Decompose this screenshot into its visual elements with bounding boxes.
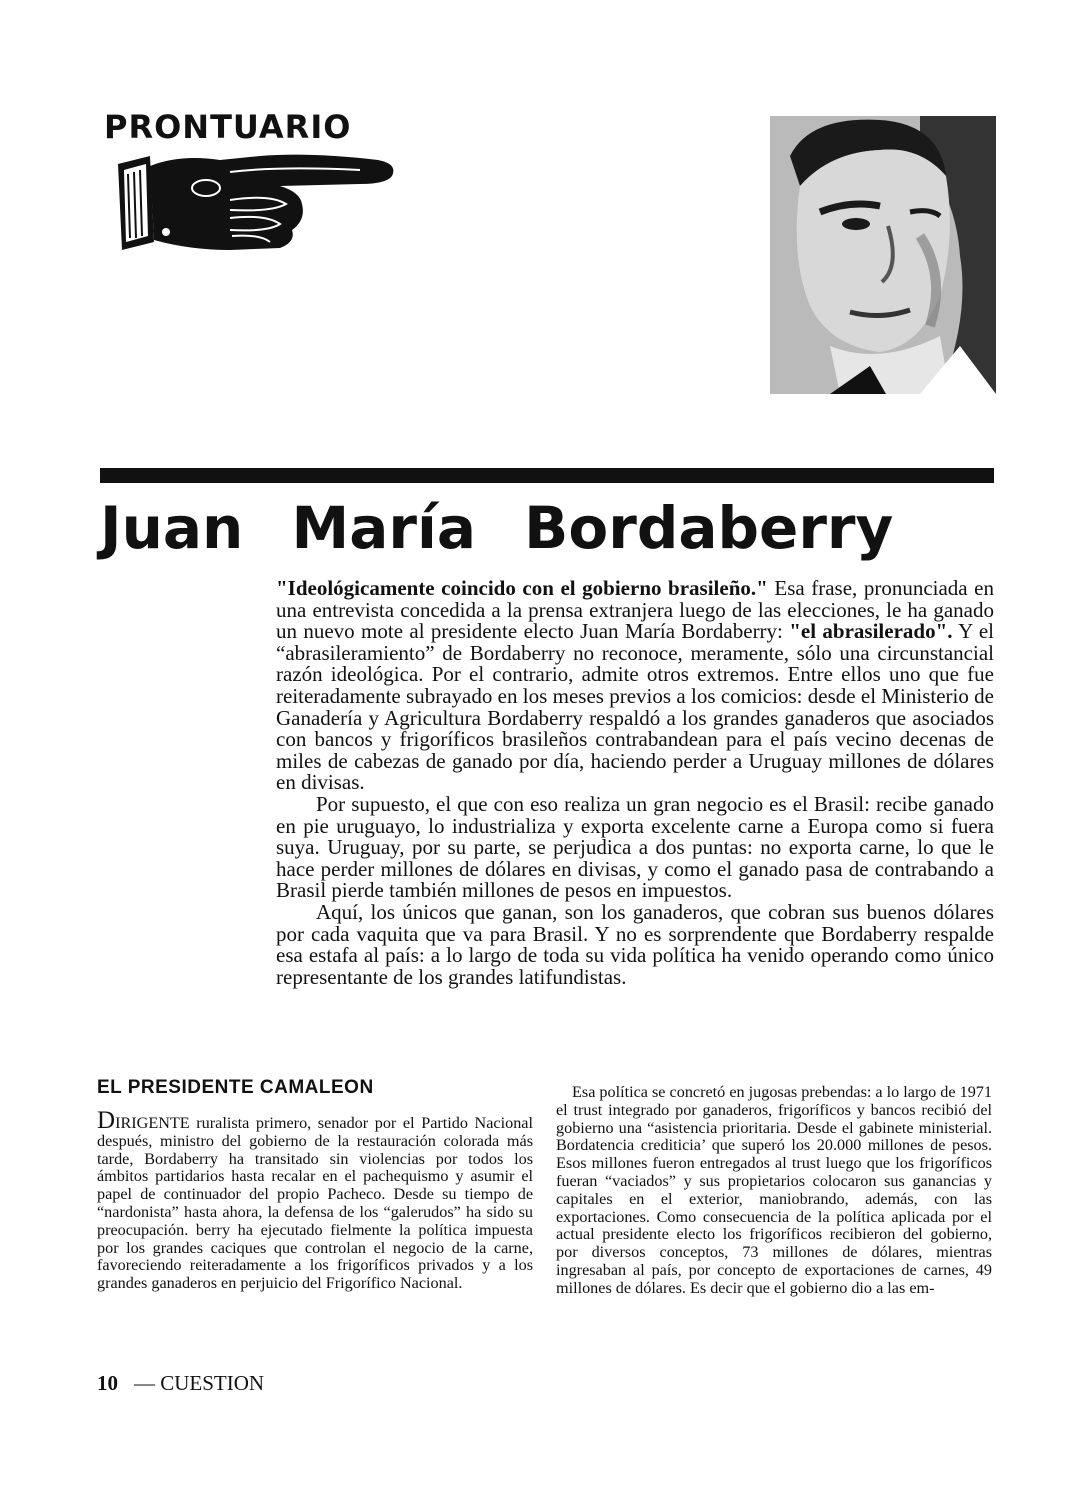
lead-text <box>276 578 994 988</box>
column-left <box>97 1107 533 1293</box>
portrait-photo <box>770 116 996 394</box>
publication-name: — CUESTION <box>134 1371 265 1395</box>
lead-paragraph: Por supuesto, el que con eso realiza un gran negocio es el Brasil: recibe ganado en pie uruguayo, lo industrializa y exporta excelente carne a Europa como si fuera suya. Uruguay, por su parte, se perjudica a dos puntas: no exporta carne, lo que le hace perder millones de dólares en divisas, y como el ganado pasa de contrabando a Brasil pierde también millones de pesos en impuestos. <box>276 791 994 903</box>
page-number: 10 <box>97 1371 118 1395</box>
lead-text-b: Y el “abrasileramiento” de Bordaberry no reconoce, meramente, sólo una circunstancial razón ideológica. Por el contrario, admite otros extremos. Entre ellos uno que fue reiteradamente subrayado en los meses previos a los comicios: desde el Ministerio de Ganadería y Agricultura Bordaberry respaldó a los grandes ganaderos que asociados con bancos y frigoríficos brasileños contrabandean para el país vecino decenas de miles de cabezas de ganado por día, haciendo perder a Uruguay millones de dólares en divisas. <box>276 619 994 795</box>
lead-text-a: Esa frase, pronunciada en una entrevista concedida a la prensa extranjera luego de las elecciones, le ha ganado un nuevo mote al presidente electo Juan María Bordaberry: <box>276 576 995 644</box>
lead-paragraph <box>276 578 994 794</box>
lead-nickname: "el abrasilerado". <box>789 619 953 644</box>
column-right <box>556 1084 992 1298</box>
lead-paragraph: Aquí, los únicos que ganan, son los ganaderos, que cobran sus buenos dólares por cada vaquita que va para Brasil. Y no es sorprendente que Bordaberry respalde esa estafa al país: a lo largo de toda su vida política ha venido operando como único representante de los grandes latifundistas. <box>276 899 994 989</box>
drop-cap: D <box>97 1107 116 1134</box>
column-paragraph <box>97 1107 533 1293</box>
column-paragraph: Esa política se concretó en jugosas prebendas: a lo largo de 1971 el trust integrado por ganaderos, frigoríficos y bancos recibió del gobierno una “asistencia prioritaria. Desde el gabinete ministerial. Bordatencia crediticia’ que superó los 20.000 millones de pesos. Esos millones fueron entregados al trust luego que los frigoríficos fueran “vaciados” y sus propietarios colocaron sus ganancias y capitales en el exterior, maniobrando, además, con las exportaciones. Como consecuencia de la política aplicada por el actual presidente electo los frigoríficos recibieron del gobierno, por diversos conceptos, 73 millones de dólares, mientras ingresaban al país, por concepto de exportaciones de carnes, 49 millones de dólares. Es decir que el gobierno dio a las em- <box>556 1083 992 1297</box>
section-label: PRONTUARIO <box>104 108 352 146</box>
column-text-b: ruralista primero, senador por el Partido Nacional después, ministro del gobierno de la restauración colorada más tarde, Bordaberry ha transitado sin violencias por todos los ámbitos partidarios hasta recalar en el pachequismo y asumir el papel de continuador del propio Pacheco. Desde su tiempo de “nardonista” hasta ahora, la defensa de los “galerudos” ha sido su preocupación. berry ha ejecutado fielmente la política impuesta por los grandes caciques que controlan el negocio de la carne, favoreciendo reiteradamente a los frigoríficos privados y a los grandes ganaderos en perjuicio del Frigorífico Nacional. <box>97 1114 533 1293</box>
lead-quote: "Ideológicamente coincido con el gobierno brasileño." <box>276 576 768 600</box>
column-text-a: IRIGENTE <box>115 1114 190 1132</box>
subheading: EL PRESIDENTE CAMALEON <box>97 1077 374 1098</box>
title-rule <box>100 468 994 483</box>
pointing-hand-icon <box>110 146 400 256</box>
headline: Juan María Bordaberry <box>100 494 894 562</box>
page-footer <box>97 1371 264 1396</box>
